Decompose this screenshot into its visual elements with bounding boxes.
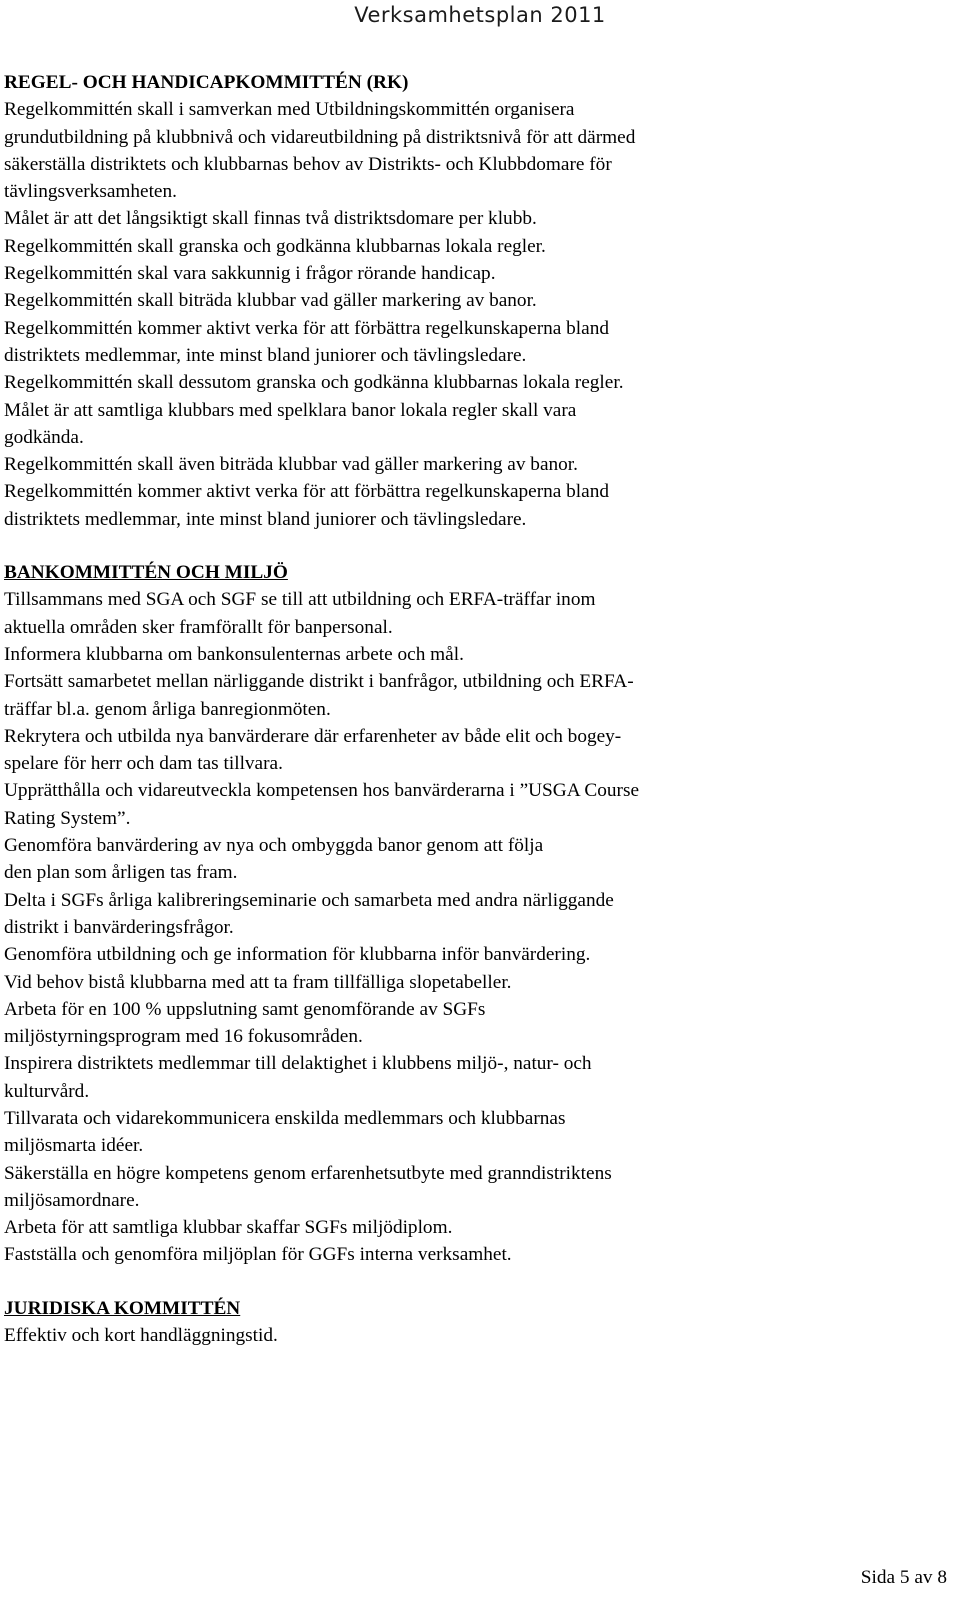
paragraph-line: Regelkommittén skal vara sakkunnig i frågor rörande handicap.	[4, 263, 496, 285]
paragraph-line: miljöstyrningsprogram med 16 fokusområden.	[4, 1026, 363, 1048]
section-regel-handicap	[4, 69, 804, 533]
paragraph-line: Regelkommittén kommer aktivt verka för att förbättra regelkunskaperna bland	[4, 317, 610, 339]
paragraph-line: Rekrytera och utbilda nya banvärderare där erfarenheter av både elit och bogey-	[4, 725, 622, 747]
paragraph-line: den plan som årligen tas fram.	[4, 862, 238, 884]
page-number: Sida 5 av 8	[860, 1567, 947, 1588]
paragraph-line: kulturvård.	[4, 1080, 90, 1102]
page-header	[0, 0, 960, 36]
paragraph-line: Målet är att samtliga klubbars med spelklara banor lokala regler skall vara	[4, 399, 577, 421]
paragraph-line: spelare för herr och dam tas tillvara.	[4, 753, 283, 775]
paragraph-line: Regelkommittén skall även biträda klubbar vad gäller markering av banor.	[4, 454, 578, 476]
paragraph-line: Effektiv och kort handläggningstid.	[4, 1325, 278, 1347]
document-title: Verksamhetsplan 2011	[354, 3, 606, 27]
paragraph-line: Upprätthålla och vidareutveckla kompetensen hos banvärderarna i ”USGA Course	[4, 780, 640, 802]
paragraph-line: Regelkommittén skall granska och godkänna klubbarnas lokala regler.	[4, 235, 546, 257]
section-heading: JURIDISKA KOMMITTÉN	[4, 1297, 241, 1319]
page-footer	[861, 1564, 947, 1591]
paragraph-line: Regelkommittén skall biträda klubbar vad gäller markering av banor.	[4, 290, 537, 312]
paragraph-line: godkända.	[4, 426, 84, 448]
section-heading: BANKOMMITTÉN OCH MILJÖ	[4, 562, 288, 584]
paragraph-line: grundutbildning på klubbnivå och vidareutbildning på distriktsnivå för att därmed	[4, 126, 636, 148]
paragraph-line: Målet är att det långsiktigt skall finnas två distriktsdomare per klubb.	[4, 208, 537, 230]
paragraph-line: Arbeta för att samtliga klubbar skaffar SGFs miljödiplom.	[4, 1217, 453, 1239]
paragraph-line: miljösamordnare.	[4, 1189, 140, 1211]
paragraph-line: träffar bl.a. genom årliga banregionmöten.	[4, 698, 331, 720]
section-bankommitten	[4, 559, 804, 1269]
paragraph-line: Informera klubbarna om bankonsulenternas arbete och mål.	[4, 643, 464, 665]
paragraph-line: Regelkommittén skall dessutom granska och godkänna klubbarnas lokala regler.	[4, 372, 624, 394]
paragraph-line: tävlingsverksamheten.	[4, 181, 177, 203]
section-heading: REGEL- OCH HANDICAPKOMMITTÉN (RK)	[4, 72, 409, 93]
paragraph-line: Fortsätt samarbetet mellan närliggande distrikt i banfrågor, utbildning och ERFA-	[4, 671, 634, 693]
paragraph-line: Tillsammans med SGA och SGF se till att utbildning och ERFA-träffar inom	[4, 589, 596, 611]
paragraph-line: Inspirera distriktets medlemmar till delaktighet i klubbens miljö-, natur- och	[4, 1053, 592, 1075]
paragraph-line: miljösmarta idéer.	[4, 1135, 144, 1157]
paragraph-line: Tillvarata och vidarekommunicera enskilda medlemmars och klubbarnas	[4, 1107, 566, 1129]
paragraph-line: säkerställa distriktets och klubbarnas behov av Distrikts- och Klubbdomare för	[4, 153, 612, 175]
paragraph-line: Säkerställa en högre kompetens genom erfarenhetsutbyte med granndistriktens	[4, 1162, 612, 1184]
paragraph-line: Genomföra utbildning och ge information för klubbarna inför banvärdering.	[4, 944, 591, 966]
paragraph-line: Regelkommittén skall i samverkan med Utbildningskommittén organisera	[4, 99, 575, 121]
paragraph-line: Vid behov bistå klubbarna med att ta fram tillfälliga slopetabeller.	[4, 971, 512, 993]
section-juridiska	[4, 1295, 804, 1350]
paragraph-line: Regelkommittén kommer aktivt verka för att förbättra regelkunskaperna bland	[4, 481, 610, 503]
paragraph-line: distriktets medlemmar, inte minst bland juniorer och tävlingsledare.	[4, 508, 527, 530]
paragraph-line: distrikt i banvärderingsfrågor.	[4, 916, 234, 938]
paragraph-line: Arbeta för en 100 % uppslutning samt genomförande av SGFs	[4, 998, 486, 1020]
paragraph-line: Rating System”.	[4, 807, 131, 829]
paragraph-line: Genomföra banvärdering av nya och ombyggda banor genom att följa	[4, 835, 544, 857]
paragraph-line: Fastställa och genomföra miljöplan för GGFs interna verksamhet.	[4, 1244, 512, 1266]
paragraph-line: distriktets medlemmar, inte minst bland juniorer och tävlingsledare.	[4, 344, 527, 366]
document-body	[4, 69, 804, 1349]
section-spacer	[4, 533, 804, 559]
section-spacer	[4, 1269, 804, 1295]
paragraph-line: aktuella områden sker framförallt för banpersonal.	[4, 616, 393, 638]
paragraph-line: Delta i SGFs årliga kalibreringseminarie och samarbeta med andra närliggande	[4, 889, 614, 911]
